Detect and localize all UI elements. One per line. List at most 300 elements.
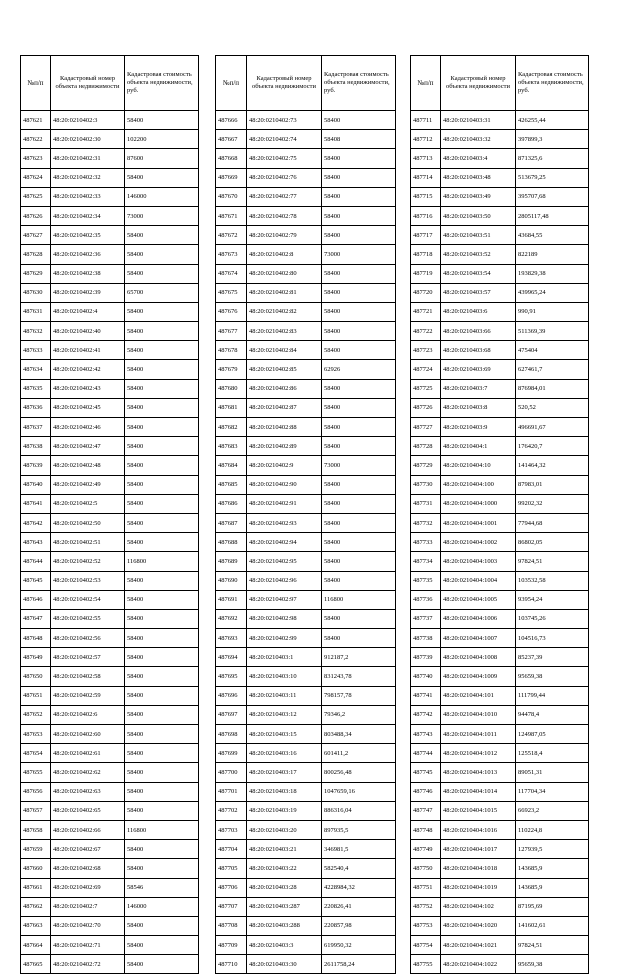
row-number: 487715	[411, 187, 441, 206]
cadastral-number: 48:20:0210402:49	[51, 475, 125, 494]
cadastral-number: 48:20:0210403:4	[441, 149, 516, 168]
row-number: 487655	[21, 763, 51, 782]
cadastral-number: 48:20:0210402:87	[247, 398, 322, 417]
cadastral-number: 48:20:0210402:91	[247, 494, 322, 513]
cadastral-number: 48:20:0210402:88	[247, 418, 322, 437]
row-number: 487648	[21, 629, 51, 648]
row-number: 487679	[216, 360, 247, 379]
cadastral-cost: 58400	[125, 360, 199, 379]
row-number: 487684	[216, 456, 247, 475]
table-row	[216, 130, 396, 149]
table-row	[411, 322, 589, 341]
cadastral-cost: 117704,34	[516, 782, 589, 801]
cadastral-cost: 58400	[125, 264, 199, 283]
cadastral-number: 48:20:0210403:66	[441, 322, 516, 341]
table-row	[411, 437, 589, 456]
table-row	[21, 513, 199, 532]
cadastral-cost: 58400	[322, 168, 396, 187]
cadastral-number: 48:20:0210402:53	[51, 571, 125, 590]
table-row	[216, 936, 396, 955]
table-row	[21, 437, 199, 456]
cadastral-number: 48:20:0210402:45	[51, 398, 125, 417]
cadastral-cost: 58400	[125, 916, 199, 935]
cadastral-number: 48:20:0210403:48	[441, 168, 516, 187]
row-number: 487742	[411, 705, 441, 724]
table-row	[21, 360, 199, 379]
cadastral-number: 48:20:0210402:76	[247, 168, 322, 187]
table-row	[411, 494, 589, 513]
table-row	[411, 916, 589, 935]
table-row	[216, 859, 396, 878]
row-number: 487683	[216, 437, 247, 456]
cadastral-cost: 395707,68	[516, 187, 589, 206]
row-number: 487704	[216, 840, 247, 859]
cadastral-cost: 58400	[125, 456, 199, 475]
cadastral-table-3	[410, 55, 589, 974]
row-number: 487654	[21, 744, 51, 763]
row-number: 487736	[411, 590, 441, 609]
cadastral-number: 48:20:0210403:287	[247, 897, 322, 916]
row-number: 487635	[21, 379, 51, 398]
row-number: 487685	[216, 475, 247, 494]
row-number: 487652	[21, 705, 51, 724]
table-row	[21, 533, 199, 552]
row-number: 487663	[21, 916, 51, 935]
row-number: 487681	[216, 398, 247, 417]
cadastral-number: 48:20:0210402:70	[51, 916, 125, 935]
row-number: 487754	[411, 936, 441, 955]
cadastral-number: 48:20:0210402:40	[51, 322, 125, 341]
row-number: 487627	[21, 226, 51, 245]
table-row	[216, 571, 396, 590]
cadastral-cost: 146000	[125, 187, 199, 206]
cadastral-number: 48:20:0210404:1019	[441, 878, 516, 897]
cadastral-number: 48:20:0210402:7	[51, 897, 125, 916]
row-number: 487670	[216, 187, 247, 206]
row-number: 487695	[216, 667, 247, 686]
table-row	[21, 494, 199, 513]
cadastral-number: 48:20:0210403:22	[247, 859, 322, 878]
cadastral-cost: 511369,39	[516, 322, 589, 341]
cadastral-number: 48:20:0210403:31	[441, 111, 516, 130]
cadastral-number: 48:20:0210402:57	[51, 648, 125, 667]
row-number: 487719	[411, 264, 441, 283]
cadastral-cost: 58400	[125, 801, 199, 820]
table-row	[411, 130, 589, 149]
cadastral-number: 48:20:0210404:1	[441, 437, 516, 456]
cadastral-number: 48:20:0210402:8	[247, 245, 322, 264]
table-row	[216, 111, 396, 130]
cadastral-number: 48:20:0210403:8	[441, 398, 516, 417]
cadastral-cost: 58400	[322, 418, 396, 437]
row-number: 487737	[411, 609, 441, 628]
row-number: 487740	[411, 667, 441, 686]
table-row	[411, 744, 589, 763]
cadastral-cost: 58400	[125, 418, 199, 437]
cadastral-cost: 496691,67	[516, 418, 589, 437]
row-number: 487639	[21, 456, 51, 475]
row-number: 487647	[21, 609, 51, 628]
cadastral-cost: 220857,98	[322, 916, 396, 935]
cadastral-number: 48:20:0210403:1	[247, 648, 322, 667]
table-row	[411, 763, 589, 782]
table-row	[411, 859, 589, 878]
table-row	[216, 782, 396, 801]
cadastral-cost: 116800	[322, 590, 396, 609]
table-row	[411, 513, 589, 532]
cadastral-number: 48:20:0210403:12	[247, 705, 322, 724]
table-row	[21, 264, 199, 283]
table-row	[411, 456, 589, 475]
table-row	[411, 283, 589, 302]
row-number: 487650	[21, 667, 51, 686]
cadastral-cost: 127939,5	[516, 840, 589, 859]
cadastral-number: 48:20:0210402:30	[51, 130, 125, 149]
cadastral-number: 48:20:0210402:72	[51, 955, 125, 974]
cadastral-cost: 143685,9	[516, 878, 589, 897]
table-row	[411, 111, 589, 130]
cadastral-cost: 73000	[125, 206, 199, 225]
cadastral-number: 48:20:0210402:32	[51, 168, 125, 187]
row-number: 487630	[21, 283, 51, 302]
cadastral-number: 48:20:0210404:1022	[441, 955, 516, 974]
row-number: 487748	[411, 820, 441, 839]
table-body	[216, 111, 396, 974]
row-number: 487741	[411, 686, 441, 705]
table-row	[216, 187, 396, 206]
cadastral-cost: 110224,8	[516, 820, 589, 839]
table-row	[21, 801, 199, 820]
cadastral-cost: 116800	[125, 552, 199, 571]
table-row	[21, 245, 199, 264]
cadastral-cost: 58400	[125, 168, 199, 187]
row-number: 487720	[411, 283, 441, 302]
row-number: 487708	[216, 916, 247, 935]
cadastral-cost: 990,91	[516, 302, 589, 321]
row-number: 487687	[216, 513, 247, 532]
table-row	[21, 725, 199, 744]
table-row	[216, 437, 396, 456]
table-row	[411, 302, 589, 321]
cadastral-cost: 79346,2	[322, 705, 396, 724]
table-row	[216, 725, 396, 744]
row-number: 487729	[411, 456, 441, 475]
table-row	[411, 705, 589, 724]
cadastral-number: 48:20:0210402:85	[247, 360, 322, 379]
row-number: 487751	[411, 878, 441, 897]
cadastral-cost: 58400	[322, 437, 396, 456]
cadastral-cost: 627461,7	[516, 360, 589, 379]
table-row	[21, 552, 199, 571]
cadastral-cost: 87600	[125, 149, 199, 168]
cadastral-cost: 58400	[322, 111, 396, 130]
table-row	[216, 897, 396, 916]
table-row	[216, 398, 396, 417]
table-row	[216, 533, 396, 552]
cadastral-cost: 103532,58	[516, 571, 589, 590]
cadastral-number: 48:20:0210402:96	[247, 571, 322, 590]
cadastral-cost: 103745,26	[516, 609, 589, 628]
table-row	[21, 302, 199, 321]
table-row	[411, 168, 589, 187]
cadastral-cost: 803488,34	[322, 725, 396, 744]
header-num: №п/п	[216, 56, 247, 111]
cadastral-cost: 58546	[125, 878, 199, 897]
table-row	[411, 418, 589, 437]
row-number: 487732	[411, 513, 441, 532]
cadastral-number: 48:20:0210402:77	[247, 187, 322, 206]
row-number: 487692	[216, 609, 247, 628]
cadastral-cost: 58400	[322, 322, 396, 341]
cadastral-cost: 513679,25	[516, 168, 589, 187]
cadastral-number: 48:20:0210404:1014	[441, 782, 516, 801]
table-row	[411, 609, 589, 628]
table-row	[411, 398, 589, 417]
cadastral-number: 48:20:0210402:55	[51, 609, 125, 628]
cadastral-number: 48:20:0210403:30	[247, 955, 322, 974]
row-number: 487734	[411, 552, 441, 571]
cadastral-cost: 58400	[125, 667, 199, 686]
cadastral-cost: 58400	[322, 398, 396, 417]
cadastral-number: 48:20:0210404:1011	[441, 725, 516, 744]
cadastral-cost: 58400	[125, 763, 199, 782]
row-number: 487723	[411, 341, 441, 360]
row-number: 487724	[411, 360, 441, 379]
table-row	[21, 398, 199, 417]
cadastral-cost: 66923,2	[516, 801, 589, 820]
row-number: 487621	[21, 111, 51, 130]
row-number: 487625	[21, 187, 51, 206]
cadastral-cost: 58400	[125, 629, 199, 648]
table-row	[411, 629, 589, 648]
cadastral-number: 48:20:0210402:66	[51, 820, 125, 839]
table-row	[216, 494, 396, 513]
row-number: 487707	[216, 897, 247, 916]
cadastral-cost: 520,52	[516, 398, 589, 417]
cadastral-cost: 886316,04	[322, 801, 396, 820]
table-row	[411, 533, 589, 552]
cadastral-cost: 124987,05	[516, 725, 589, 744]
cadastral-cost: 58400	[125, 648, 199, 667]
header-cadastral-cost: Кадастровая стоимость объекта недвижимости, руб.	[322, 56, 396, 111]
table-row	[216, 686, 396, 705]
row-number: 487676	[216, 302, 247, 321]
cadastral-number: 48:20:0210403:6	[441, 302, 516, 321]
cadastral-number: 48:20:0210404:1021	[441, 936, 516, 955]
row-number: 487746	[411, 782, 441, 801]
cadastral-number: 48:20:0210402:3	[51, 111, 125, 130]
cadastral-cost: 58400	[322, 609, 396, 628]
cadastral-number: 48:20:0210402:84	[247, 341, 322, 360]
cadastral-number: 48:20:0210404:1009	[441, 667, 516, 686]
cadastral-number: 48:20:0210403:69	[441, 360, 516, 379]
cadastral-cost: 58400	[125, 302, 199, 321]
table-row	[216, 475, 396, 494]
cadastral-cost: 87195,69	[516, 897, 589, 916]
row-number: 487738	[411, 629, 441, 648]
cadastral-cost: 1047659,16	[322, 782, 396, 801]
table-row	[216, 955, 396, 974]
table-row	[216, 245, 396, 264]
cadastral-number: 48:20:0210402:54	[51, 590, 125, 609]
cadastral-cost: 43684,55	[516, 226, 589, 245]
cadastral-cost: 58400	[125, 379, 199, 398]
row-number: 487745	[411, 763, 441, 782]
cadastral-cost: 58400	[125, 437, 199, 456]
cadastral-number: 48:20:0210402:62	[51, 763, 125, 782]
table-row	[216, 667, 396, 686]
cadastral-cost: 87983,01	[516, 475, 589, 494]
cadastral-number: 48:20:0210404:1003	[441, 552, 516, 571]
row-number: 487642	[21, 513, 51, 532]
row-number: 487721	[411, 302, 441, 321]
table-row	[21, 571, 199, 590]
row-number: 487641	[21, 494, 51, 513]
cadastral-cost: 58400	[125, 475, 199, 494]
header-num: №п/п	[21, 56, 51, 111]
cadastral-number: 48:20:0210402:34	[51, 206, 125, 225]
cadastral-cost: 97824,51	[516, 552, 589, 571]
row-number: 487702	[216, 801, 247, 820]
table-row	[411, 955, 589, 974]
row-number: 487718	[411, 245, 441, 264]
cadastral-number: 48:20:0210404:1008	[441, 648, 516, 667]
table-header-row	[21, 56, 199, 111]
row-number: 487700	[216, 763, 247, 782]
cadastral-number: 48:20:0210403:11	[247, 686, 322, 705]
table-row	[21, 897, 199, 916]
cadastral-cost: 58400	[125, 571, 199, 590]
table-body	[411, 111, 589, 974]
table-row	[21, 226, 199, 245]
table-row	[21, 456, 199, 475]
cadastral-cost: 439965,24	[516, 283, 589, 302]
cadastral-cost: 58400	[322, 206, 396, 225]
cadastral-cost: 58400	[125, 955, 199, 974]
row-number: 487730	[411, 475, 441, 494]
row-number: 487699	[216, 744, 247, 763]
cadastral-number: 48:20:0210402:6	[51, 705, 125, 724]
cadastral-number: 48:20:0210404:1004	[441, 571, 516, 590]
row-number: 487629	[21, 264, 51, 283]
cadastral-cost: 93954,24	[516, 590, 589, 609]
row-number: 487643	[21, 533, 51, 552]
table-header-row	[216, 56, 396, 111]
cadastral-cost: 58400	[322, 494, 396, 513]
row-number: 487673	[216, 245, 247, 264]
cadastral-number: 48:20:0210402:83	[247, 322, 322, 341]
table-row	[411, 936, 589, 955]
table-row	[21, 955, 199, 974]
cadastral-number: 48:20:0210403:32	[441, 130, 516, 149]
table-row	[411, 590, 589, 609]
table-row	[21, 168, 199, 187]
cadastral-cost: 58400	[125, 322, 199, 341]
table-row	[21, 130, 199, 149]
row-number: 487659	[21, 840, 51, 859]
header-cadastral-cost: Кадастровая стоимость объекта недвижимости, руб.	[516, 56, 589, 111]
table-row	[216, 418, 396, 437]
cadastral-number: 48:20:0210402:65	[51, 801, 125, 820]
cadastral-cost: 65700	[125, 283, 199, 302]
table-row	[216, 552, 396, 571]
row-number: 487726	[411, 398, 441, 417]
cadastral-number: 48:20:0210402:82	[247, 302, 322, 321]
cadastral-cost: 58400	[322, 149, 396, 168]
cadastral-number: 48:20:0210402:51	[51, 533, 125, 552]
cadastral-number: 48:20:0210403:21	[247, 840, 322, 859]
cadastral-number: 48:20:0210402:69	[51, 878, 125, 897]
cadastral-cost: 58400	[125, 398, 199, 417]
cadastral-number: 48:20:0210402:86	[247, 379, 322, 398]
table-row	[411, 206, 589, 225]
cadastral-cost: 58400	[322, 302, 396, 321]
cadastral-number: 48:20:0210402:31	[51, 149, 125, 168]
cadastral-cost: 58400	[125, 226, 199, 245]
table-row	[21, 418, 199, 437]
table-row	[411, 667, 589, 686]
cadastral-cost: 2611758,24	[322, 955, 396, 974]
cadastral-number: 48:20:0210404:1006	[441, 609, 516, 628]
row-number: 487651	[21, 686, 51, 705]
cadastral-number: 48:20:0210402:56	[51, 629, 125, 648]
cadastral-number: 48:20:0210402:98	[247, 609, 322, 628]
table-row	[216, 206, 396, 225]
table-row	[21, 283, 199, 302]
row-number: 487750	[411, 859, 441, 878]
cadastral-number: 48:20:0210402:99	[247, 629, 322, 648]
table-row	[216, 629, 396, 648]
cadastral-cost: 58400	[322, 571, 396, 590]
cadastral-number: 48:20:0210402:48	[51, 456, 125, 475]
cadastral-number: 48:20:0210403:18	[247, 782, 322, 801]
cadastral-number: 48:20:0210402:59	[51, 686, 125, 705]
cadastral-cost: 2805117,48	[516, 206, 589, 225]
row-number: 487675	[216, 283, 247, 302]
row-number: 487753	[411, 916, 441, 935]
table-row	[411, 897, 589, 916]
cadastral-number: 48:20:0210402:73	[247, 111, 322, 130]
cadastral-cost: 800256,48	[322, 763, 396, 782]
cadastral-cost: 619950,32	[322, 936, 396, 955]
cadastral-number: 48:20:0210402:74	[247, 130, 322, 149]
cadastral-number: 48:20:0210404:10	[441, 456, 516, 475]
row-number: 487644	[21, 552, 51, 571]
cadastral-number: 48:20:0210403:10	[247, 667, 322, 686]
cadastral-cost: 193829,38	[516, 264, 589, 283]
row-number: 487624	[21, 168, 51, 187]
row-number: 487680	[216, 379, 247, 398]
row-number: 487739	[411, 648, 441, 667]
header-num: №п/п	[411, 56, 441, 111]
table-row	[21, 111, 199, 130]
row-number: 487744	[411, 744, 441, 763]
row-number: 487677	[216, 322, 247, 341]
row-number: 487705	[216, 859, 247, 878]
cadastral-cost: 104516,73	[516, 629, 589, 648]
row-number: 487665	[21, 955, 51, 974]
cadastral-number: 48:20:0210404:1013	[441, 763, 516, 782]
cadastral-cost: 58400	[125, 840, 199, 859]
table-row	[216, 916, 396, 935]
row-number: 487657	[21, 801, 51, 820]
cadastral-number: 48:20:0210404:101	[441, 686, 516, 705]
cadastral-number: 48:20:0210402:4	[51, 302, 125, 321]
table-row	[216, 705, 396, 724]
cadastral-number: 48:20:0210403:57	[441, 283, 516, 302]
table-row	[216, 168, 396, 187]
cadastral-number: 48:20:0210403:28	[247, 878, 322, 897]
